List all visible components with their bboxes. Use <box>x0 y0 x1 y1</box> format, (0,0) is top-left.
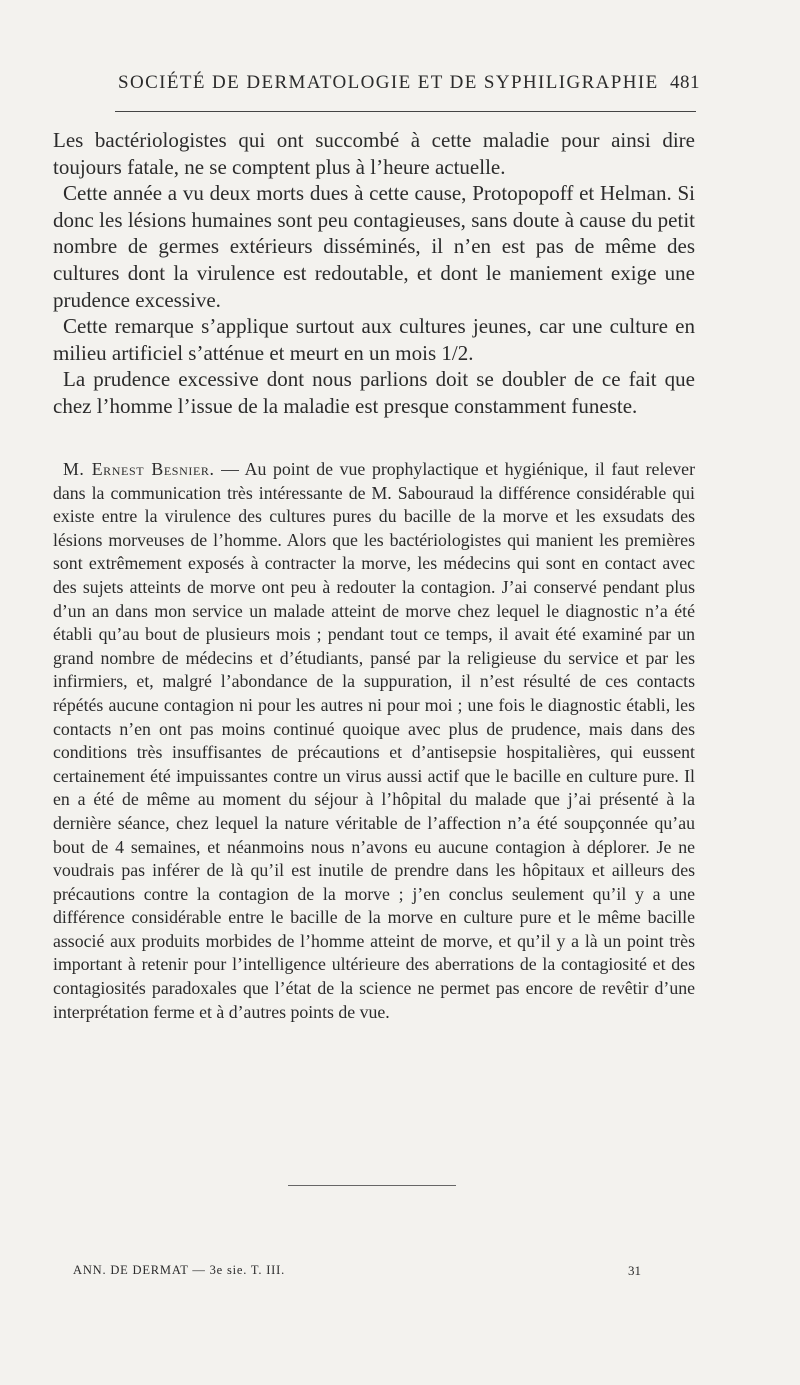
running-head <box>110 72 700 96</box>
paragraph: Cette remarque s’applique surtout aux cultures jeunes, car une culture en milieu artificiel s’atténue et meurt en un mois 1/2. <box>53 314 695 365</box>
speaker-name: M. Ernest Besnier. <box>63 459 215 479</box>
paragraph: Cette année a vu deux morts dues à cette cause, Protopopoff et Helman. Si donc les lésions humaines sont peu contagieuses, sans doute à cause du petit nombre de germes extérieurs disséminés, il n’en est pas de même des cultures dont la virulence est redoutable, et dont le maniement exige une prudence excessive. <box>53 181 695 312</box>
page-number: 481 <box>670 72 700 93</box>
paragraph: Les bactériologistes qui ont succombé à cette maladie pour ainsi dire toujours fatale, ne se comptent plus à l’heure actuelle. <box>53 128 695 179</box>
printer-signature: ANN. DE DERMAT — 3e sie. T. III. <box>73 1263 286 1277</box>
sheet-number: 31 <box>628 1263 641 1278</box>
running-head-title: SOCIÉTÉ DE DERMATOLOGIE ET DE SYPHILIGRAPHIE <box>118 72 659 93</box>
discussion-reply <box>53 458 695 1024</box>
footer-rule <box>288 1185 456 1186</box>
paragraph: La prudence excessive dont nous parlions doit se doubler de ce fait que chez l’homme l’issue de la maladie est presque constamment funeste. <box>53 367 695 418</box>
reply-text: — Au point de vue prophylactique et hygiénique, il faut relever dans la communication très intéressante de M. Sabouraud la différence considérable qui existe entre la virulence des cultures pures du bacille de la morve et les exsudats des lésions morveuses de l’homme. Alors que les bactériologistes qui manient les premières sont extrêmement exposés à contracter la morve, les médecins qui sont en contact avec des sujets atteints de morve ont peu à redouter la contagion. J’ai conservé pendant plus d’un an dans mon service un malade atteint de morve chez lequel le diagnostic n’a été établi qu’au bout de plusieurs mois ; pendant tout ce temps, il avait été examiné par un grand nombre de médecins et d’étudiants, pansé par la religieuse du service et par les infirmiers, et, malgré l’abondance de la suppuration, il n’est résulté de ces contacts répétés aucune contagion ni pour les autres ni pour moi ; une fois le diagnostic établi, les contacts n’en ont pas moins continué quoique avec plus de prudence, mais dans des conditions très insuffisantes de précautions et d’antisepsie hospitalières, qui eussent certainement été impuissantes contre un virus aussi actif que le bacille en culture pure. Il en a été de même au moment du séjour à l’hôpital du malade que j’ai présenté à la dernière séance, chez lequel la nature véritable de l’affection n’a été soupçonnée qu’au bout de 4 semaines, et néanmoins nous n’avons eu aucune contagion à déplorer. Je ne voudrais pas inférer de là qu’il est inutile de prendre dans les hôpitaux et ailleurs des précautions contre la contagion de la morve ; j’en conclus seulement qu’il y a une différence considérable entre le bacille de la morve en culture pure et le même bacille associé aux produits morbides de l’homme atteint de morve, et qu’il y a là un point très important à retenir pour l’intelligence ultérieure des aberrations de la contagiosité et des contagiosités paradoxales que l’état de la science ne permet pas encore de revêtir d’une interprétation ferme et à d’autres points de vue. <box>53 459 695 1022</box>
main-text <box>53 127 695 420</box>
reply-paragraph <box>53 458 695 1024</box>
header-rule <box>115 111 696 112</box>
